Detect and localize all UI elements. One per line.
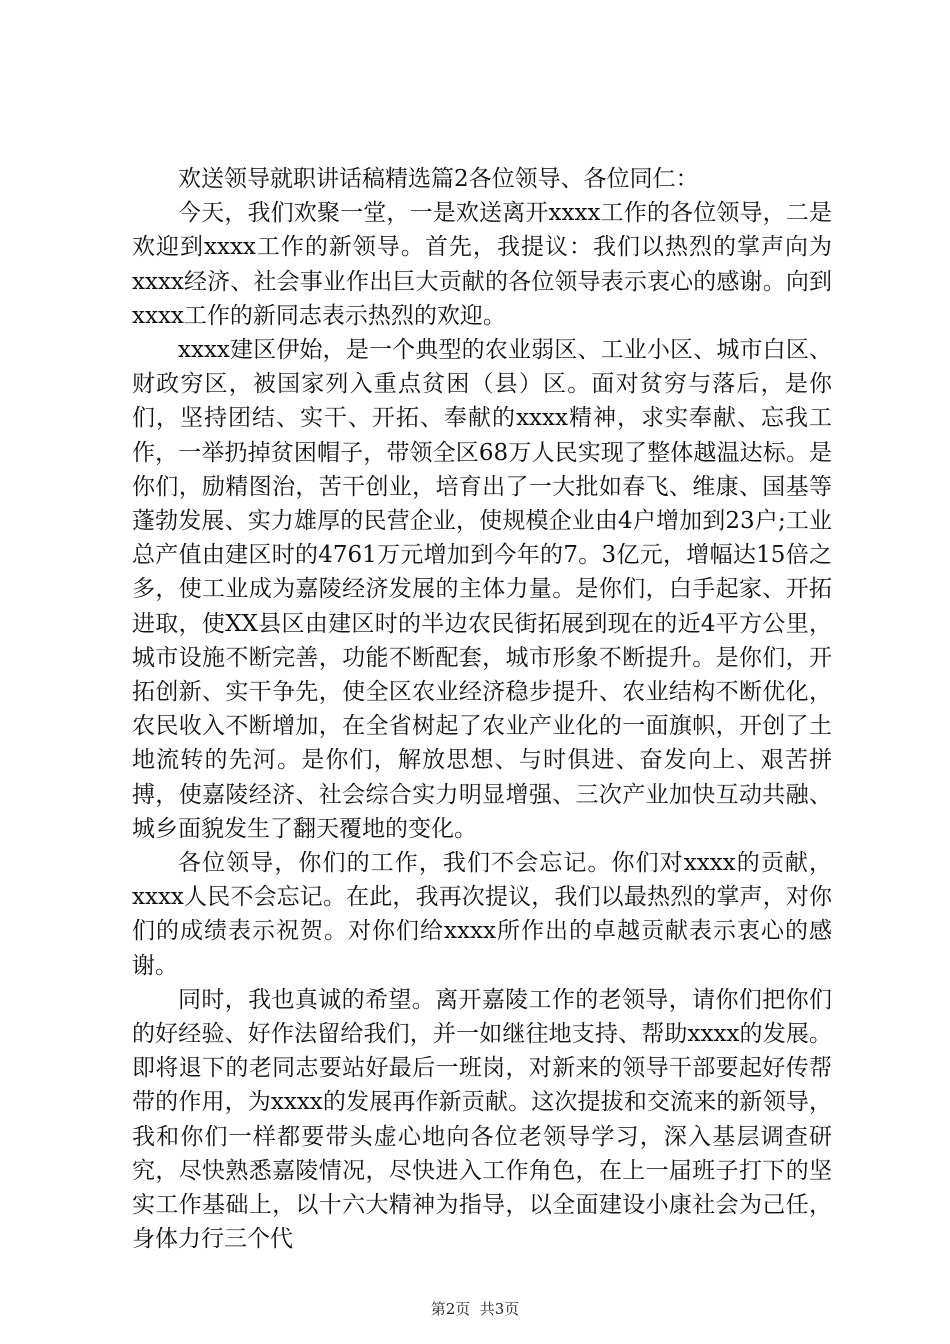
title-line: 欢送领导就职讲话稿精选篇2各位领导、各位同仁： — [178, 166, 699, 192]
paragraph: 同时，我也真诚的希望。离开嘉陵工作的老领导，请你们把你们的好经验、好作法留给我们，并一如继往地支持、帮助xxxx的发展。即将退下的老同志要站好最后一班岗，对新来的领导干部要起好传帮带的作用，为xxxx的发展再作新贡献。这次提拔和交流来的新领导，我和你们一样都要带头虚心地向各位老领导学习，深入基层调查研究，尽快熟悉嘉陵情况，尽快进入工作角色，在上一届班子打下的坚实工作基础上，以十六大精神为指导，以全面建设小康社会为己任，身体力行三个代 — [132, 986, 832, 1253]
page-footer: 第2页 共3页 — [430, 1300, 520, 1318]
document-body — [132, 162, 832, 1257]
paragraph: xxxx建区伊始，是一个典型的农业弱区、工业小区、城市白区、财政穷区，被国家列入重点贫困（县）区。面对贫穷与落后，是你们，坚持团结、实干、开拓、奉献的xxxx精神，求实奉献、忘我工作，一举扔掉贫困帽子，带领全区68万人民实现了整体越温达标。是你们，励精图治，苦干创业，培育出了一大批如春飞、维康、国基等蓬勃发展、实力雄厚的民营企业，使规模企业由4户增加到23户;工业总产值由建区时的4761万元增加到今年的7。3亿元，增幅达15倍之多，使工业成为嘉陵经济发展的主体力量。是你们，白手起家、开拓进取，使XX县区由建区时的半边农民街拓展到现在的近4平方公里，城市设施不断完善，功能不断配套，城市形象不断提升。是你们，开拓创新、实干争先，使全区农业经济稳步提升、农业结构不断优化，农民收入不断增加，在全省树起了农业产业化的一面旗帜，开创了土地流转的先河。是你们，解放思想、与时俱进、奋发向上、艰苦拼搏，使嘉陵经济、社会综合实力明显增强、三次产业加快互动共融、城乡面貌发生了翻天覆地的变化。 — [132, 337, 832, 842]
paragraph: 各位领导，你们的工作，我们不会忘记。你们对xxxx的贡献，xxxx人民不会忘记。在此，我再次提议，我们以最热烈的掌声，对你们的成绩表示祝贺。对你们给xxxx所作出的卓越贡献表示衷心的感谢。 — [132, 850, 832, 979]
paragraph: 今天，我们欢聚一堂，一是欢送离开xxxx工作的各位领导，二是欢迎到xxxx工作的新领导。首先，我提议：我们以热烈的掌声向为xxxx经济、社会事业作出巨大贡献的各位领导表示衷心的感谢。向到xxxx工作的新同志表示热烈的欢迎。 — [132, 200, 832, 329]
